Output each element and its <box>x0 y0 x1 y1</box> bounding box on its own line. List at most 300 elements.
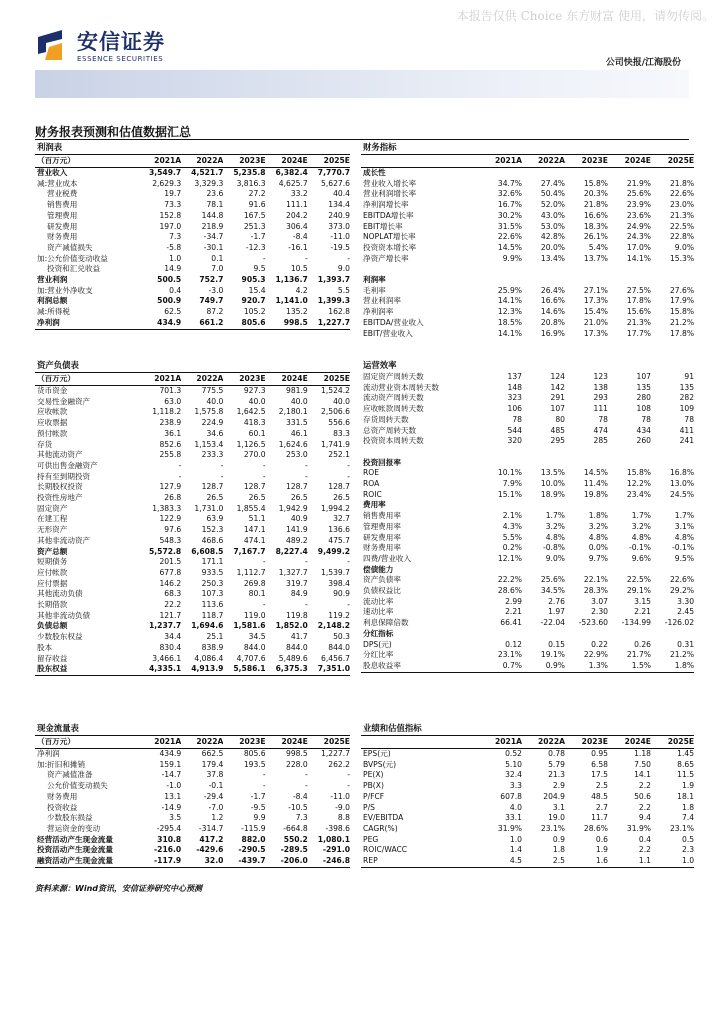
cell-value: 5.4% <box>588 242 608 252</box>
cell-value: 4,521.7 <box>191 168 224 177</box>
cell-value: 251.3 <box>243 221 266 231</box>
row-label: 流动资产周转天数 <box>363 393 424 403</box>
row-label: 营业利润 <box>37 275 68 285</box>
table-row <box>35 579 350 590</box>
section-title: 利润表 <box>37 142 63 152</box>
row-label: 股息收益率 <box>361 661 479 672</box>
cell-value: 9.9% <box>502 253 522 263</box>
mid-left-table <box>35 359 350 676</box>
row-label: 四费/营业收入 <box>363 553 412 563</box>
cell-value: 204.2 <box>286 210 308 220</box>
cell-value <box>479 458 522 469</box>
cell-value: 0.31 <box>677 639 695 649</box>
cell-value: 548.3 <box>159 535 182 545</box>
cell-value: 17.8% <box>626 296 651 306</box>
cell-value: 0.26 <box>634 639 651 649</box>
cell-value: 23.6 <box>206 189 224 199</box>
table-row <box>361 511 694 522</box>
cell-value: 28.6% <box>583 823 608 833</box>
cell-value: 11.5 <box>677 770 695 780</box>
cell-value: 2,180.1 <box>278 407 308 417</box>
cell-value: 18.5% <box>497 317 522 327</box>
cell-value: 3.1% <box>674 521 695 531</box>
row-label: EBITDA增长率 <box>363 210 414 220</box>
cell-value: - <box>347 557 350 567</box>
cell-value: 1,118.2 <box>152 407 182 417</box>
cell-value <box>223 329 265 340</box>
row-label: 营业利润增长率 <box>363 189 417 199</box>
cell-value: - <box>305 253 308 263</box>
table-row <box>35 504 350 515</box>
cell-value <box>479 629 522 640</box>
cell-value: 9.0% <box>545 553 565 563</box>
row-label: 费用率 <box>363 500 386 510</box>
row-label: 销售费用 <box>47 200 78 210</box>
cell-value: 0.5 <box>681 834 695 844</box>
cell-value: 50.4% <box>540 189 565 199</box>
cell-value: - <box>262 460 266 470</box>
cell-value: 27.1% <box>583 285 608 295</box>
cell-value <box>565 500 608 511</box>
cell-value: 3.3 <box>509 781 522 791</box>
table-row <box>361 661 694 672</box>
cell-value: 291 <box>550 393 565 403</box>
cell-value: 852.6 <box>159 439 182 449</box>
row-label: 管理费用 <box>47 210 78 220</box>
cell-value: 62.5 <box>164 307 182 317</box>
cell-value: 21.2% <box>669 650 695 660</box>
header-band <box>35 70 689 98</box>
cell-value: 7.3 <box>295 813 308 823</box>
cell-value: 118.7 <box>201 610 224 620</box>
year-header: 2025E <box>308 736 350 749</box>
cell-value: 2.5 <box>522 856 565 867</box>
cell-value: 146.2 <box>159 578 182 588</box>
cell-value: 1.6 <box>565 856 608 867</box>
table-row <box>35 275 350 286</box>
cell-value: 844.0 <box>243 642 266 652</box>
cell-value: 134.4 <box>328 200 350 210</box>
cell-value <box>139 329 181 340</box>
cell-value: - <box>347 770 350 780</box>
cell-value <box>308 329 350 340</box>
source-note: 资料来源：Wind资讯，安信证券研究中心预测 <box>35 884 202 893</box>
cell-value: 411 <box>679 425 695 435</box>
cell-value: 1,227.7 <box>321 749 350 758</box>
cell-value: 46.1 <box>290 428 308 438</box>
cell-value: - <box>262 557 266 567</box>
row-label: 总资产周转天数 <box>363 425 417 435</box>
cell-value: 1.8% <box>651 661 694 672</box>
cell-value: 10.5 <box>290 264 308 274</box>
cell-value: 927.3 <box>243 386 266 395</box>
cell-value: 26.5 <box>248 493 266 503</box>
cell-value: 2.76 <box>548 596 565 606</box>
cell-value <box>608 458 651 469</box>
cell-value: 280 <box>636 393 651 403</box>
row-label: EBITDA/营业收入 <box>363 317 424 327</box>
cell-value <box>479 565 522 576</box>
table-row <box>35 611 350 622</box>
cell-value: 15.8% <box>626 468 651 478</box>
table-row <box>361 650 694 661</box>
cell-value: 80.1 <box>248 589 266 599</box>
table-row <box>35 386 350 397</box>
cell-value: 295 <box>550 436 565 446</box>
year-header: 2024E <box>266 155 308 168</box>
cell-value: 148 <box>507 382 522 392</box>
cell-value <box>651 565 694 576</box>
cell-value: 78 <box>684 414 695 424</box>
table-row <box>361 760 694 771</box>
cell-value <box>651 500 694 511</box>
cell-value: 111 <box>593 404 608 414</box>
cell-value: -1.0 <box>166 781 182 791</box>
row-label: 营业收入增长率 <box>363 178 417 188</box>
row-label: PEG <box>363 834 379 844</box>
cell-value: 78 <box>641 414 651 424</box>
cell-value: 805.6 <box>223 318 265 329</box>
row-label: 应收票据 <box>37 418 68 428</box>
cell-value: 42.8% <box>540 232 565 242</box>
cell-value <box>608 264 651 275</box>
cell-value: 240.9 <box>328 210 350 220</box>
cell-value <box>565 275 608 286</box>
cell-value: 33.1 <box>505 813 522 823</box>
cell-value: -1.7 <box>250 791 266 801</box>
cell-value: -30.1 <box>203 242 224 252</box>
cell-value: 1,227.7 <box>308 318 350 329</box>
cell-value: 1,383.3 <box>152 503 182 513</box>
cell-value: 6,375.3 <box>266 664 308 675</box>
section-title: 业绩和估值指标 <box>363 723 422 733</box>
row-label: ROIC/WACC <box>363 845 408 855</box>
cell-value: 417.2 <box>199 834 224 844</box>
row-label: 净利润 <box>35 318 139 329</box>
table-row <box>35 286 350 297</box>
cell-value: 7,770.7 <box>317 168 350 177</box>
year-header: 2023E <box>223 155 265 168</box>
cell-value: 24.5% <box>669 489 695 499</box>
cell-value: 12.1% <box>497 553 522 563</box>
cell-value: 135.2 <box>286 307 308 317</box>
year-header: 2021A <box>139 736 181 749</box>
cell-value: - <box>262 781 266 791</box>
cell-value: 21.3% <box>669 210 695 220</box>
cell-value: 1.8 <box>681 802 695 812</box>
cell-value: 14.5% <box>497 242 522 252</box>
cell-value: 15.8% <box>583 178 608 188</box>
cell-value: 32.0 <box>181 856 223 867</box>
cell-value: 18.3% <box>583 221 608 231</box>
cell-value: 1,112.7 <box>236 567 266 577</box>
cell-value: 844.0 <box>286 642 308 652</box>
row-label: 营业税费 <box>47 189 78 199</box>
cell-value: 7,167.7 <box>233 546 266 556</box>
cell-value: 32.6% <box>497 189 522 199</box>
cell-value <box>565 565 608 576</box>
cell-value: 108 <box>636 404 651 414</box>
cell-value: 3.30 <box>677 596 695 606</box>
table-row <box>35 429 350 440</box>
cell-value: 26.4% <box>540 285 565 295</box>
cell-value: 23.1% <box>669 823 695 833</box>
row-label: 分红比率 <box>363 650 394 660</box>
cell-value: 26.5 <box>333 493 350 503</box>
year-header: 2025E <box>651 736 694 749</box>
cell-value: 5.5 <box>337 285 350 295</box>
table-row <box>361 179 694 190</box>
cell-value: 17.8% <box>669 328 695 338</box>
cell-value: 52.0% <box>540 200 565 210</box>
cell-value: - <box>262 770 266 780</box>
cell-value: 830.4 <box>159 642 182 652</box>
cell-value <box>522 629 565 640</box>
row-label: 应付帐款 <box>37 567 68 577</box>
cell-value: 162.8 <box>328 307 350 317</box>
cell-value: -16.1 <box>288 242 308 252</box>
cell-value <box>522 447 565 458</box>
row-label: 少数股东损益 <box>47 813 93 823</box>
cell-value: 805.6 <box>243 749 266 758</box>
row-label: CAGR(%) <box>363 823 398 833</box>
cell-value: 474.1 <box>243 535 266 545</box>
row-label <box>361 447 479 458</box>
row-label: 公允价值变动损失 <box>47 781 108 791</box>
cell-value: 107 <box>550 404 565 414</box>
row-label: 流动营业资本周转天数 <box>363 382 439 392</box>
cell-value: 193.5 <box>243 759 266 769</box>
cell-value: 905.3 <box>241 275 266 285</box>
table-row <box>35 824 350 835</box>
table-row <box>361 845 694 856</box>
cell-value: 17.7% <box>626 328 651 338</box>
cell-value: 1.7% <box>545 511 565 521</box>
row-label: 营业利润率 <box>363 296 401 306</box>
cell-value <box>608 275 651 286</box>
cell-value: 1.0 <box>509 834 522 844</box>
row-label: NOPLAT增长率 <box>363 232 416 242</box>
cell-value: 21.3% <box>626 317 651 327</box>
cell-value: 1,237.7 <box>149 621 182 631</box>
cell-value: -206.0 <box>266 856 308 867</box>
cell-value: 1.2 <box>211 813 224 823</box>
row-label: 存货周转天数 <box>363 414 409 424</box>
cell-value: 4.8% <box>674 532 695 542</box>
cell-value: - <box>262 471 266 481</box>
row-label: 净利润 <box>37 749 60 758</box>
cell-value: 34.7% <box>497 178 522 188</box>
cell-value <box>608 565 651 576</box>
section-title: 财务指标 <box>363 142 397 152</box>
row-label: 减:营业成本 <box>37 178 78 188</box>
cell-value: 19.7 <box>164 189 182 199</box>
cell-value: 159.1 <box>159 759 182 769</box>
row-label: 利息保障倍数 <box>363 618 409 628</box>
cell-value: -314.7 <box>198 823 224 833</box>
cell-value: 128.7 <box>243 482 266 492</box>
row-label <box>361 264 479 275</box>
cell-value: 10.1% <box>497 468 522 478</box>
cell-value: 66.41 <box>500 618 522 628</box>
table-row <box>361 533 694 544</box>
row-label: 少数股东权益 <box>37 632 83 642</box>
table-row <box>35 232 350 243</box>
cell-value: 142 <box>550 382 565 392</box>
row-label: 净利润率 <box>363 307 394 317</box>
cell-value: 13.7% <box>583 253 608 263</box>
row-label: 预付帐款 <box>37 428 68 438</box>
table-row <box>35 211 350 222</box>
cell-value: 26.5 <box>290 493 308 503</box>
cell-value: 701.3 <box>159 386 182 395</box>
cell-value: 844.0 <box>328 642 350 652</box>
row-label: PB(X) <box>363 781 384 791</box>
cell-value: -10.5 <box>288 802 308 812</box>
cell-value <box>479 275 522 286</box>
cell-value: -0.1% <box>628 543 651 553</box>
table-row <box>361 522 694 533</box>
cell-value: 78.1 <box>206 200 224 210</box>
cell-value: 306.4 <box>286 221 308 231</box>
table-row <box>361 458 694 469</box>
cell-value: 80 <box>555 414 565 424</box>
table-row <box>35 397 350 408</box>
section-title: 现金流量表 <box>37 723 79 733</box>
mid-right-table <box>361 359 694 673</box>
row-label: 其他流动资产 <box>37 450 83 460</box>
row-label: EBIT/营业收入 <box>363 328 413 338</box>
cell-value: 141.9 <box>286 525 308 535</box>
table-row <box>35 589 350 600</box>
table-row <box>361 447 694 458</box>
cell-value: 63.0 <box>164 396 182 406</box>
cell-value: 11.7 <box>591 813 608 823</box>
cell-value: -429.6 <box>196 845 224 855</box>
cell-value: 68.3 <box>164 589 182 599</box>
cell-value: 1,694.6 <box>191 621 224 631</box>
cell-value: 40.0 <box>206 396 224 406</box>
cell-value: 1,624.6 <box>278 439 308 449</box>
row-label: 资产减值损失 <box>47 242 93 252</box>
cell-value: 0.9% <box>522 661 565 672</box>
cell-value: 121.7 <box>159 610 182 620</box>
cell-value <box>651 168 694 179</box>
cell-value: 84.9 <box>290 589 308 599</box>
table-row <box>35 813 350 824</box>
year-header: 2022A <box>181 373 223 386</box>
table-row <box>361 329 694 340</box>
cell-value: 83.3 <box>333 428 350 438</box>
cell-value: 20.0% <box>540 242 565 252</box>
cell-value: 22.6% <box>669 189 695 199</box>
row-label <box>35 329 139 340</box>
row-label: REP <box>361 856 479 867</box>
cell-value: -295.4 <box>156 823 182 833</box>
row-label: 偿债能力 <box>363 564 394 574</box>
cell-value: -0.1% <box>672 543 695 553</box>
cell-value: 9.9 <box>253 813 266 823</box>
cell-value: 109 <box>679 404 695 414</box>
cell-value: 5.5% <box>502 532 522 542</box>
cell-value: 26.8 <box>164 493 182 503</box>
cell-value: 255.8 <box>159 450 182 460</box>
cell-value: 1.8% <box>588 511 608 521</box>
cell-value: 1,393.7 <box>317 275 350 285</box>
cell-value: 3.07 <box>591 596 608 606</box>
cell-value: -12.3 <box>245 242 266 252</box>
row-label: PE(X) <box>363 770 384 780</box>
cell-value: 105.2 <box>243 307 266 317</box>
cell-value: 2.30 <box>591 607 608 617</box>
cell-value: 136.6 <box>328 525 350 535</box>
cell-value: 228.0 <box>286 759 308 769</box>
cell-value: 24.3% <box>626 232 651 242</box>
cell-value: 0.4 <box>638 834 651 844</box>
cell-value: - <box>347 600 350 610</box>
table-row <box>35 329 350 340</box>
cell-value <box>522 264 565 275</box>
cell-value: 20.8% <box>540 317 565 327</box>
cell-value: 16.6% <box>540 296 565 306</box>
row-label: 毛利率 <box>363 285 386 295</box>
cell-value: 40.0 <box>333 396 350 406</box>
year-header: 2022A <box>522 736 565 749</box>
row-label: 应收帐款 <box>37 407 68 417</box>
cell-value: 1,855.4 <box>236 503 266 513</box>
cell-value: 0.6 <box>595 834 608 844</box>
cell-value <box>651 629 694 640</box>
row-label: ROA <box>363 479 380 489</box>
row-label: 财务费用 <box>47 232 78 242</box>
year-header: 2022A <box>181 736 223 749</box>
cell-value: 1,153.4 <box>194 439 224 449</box>
cell-value: 107 <box>636 372 651 381</box>
row-label: 净利润增长率 <box>363 200 409 210</box>
unit-label <box>361 155 479 168</box>
cell-value: 1.7% <box>631 511 651 521</box>
cell-value: -0.8% <box>542 543 565 553</box>
table-row <box>35 222 350 233</box>
logo-chinese-name: 安信证券 <box>77 30 165 54</box>
table-row <box>361 436 694 447</box>
row-label: 净资产增长率 <box>363 253 409 263</box>
cell-value: 15.8% <box>669 307 695 317</box>
cell-value: 36.1 <box>164 428 182 438</box>
table-row <box>361 770 694 781</box>
cell-value: 128.7 <box>201 482 224 492</box>
table-row <box>35 770 350 781</box>
row-label: 营运资金的变动 <box>47 823 101 833</box>
row-label: 分红指标 <box>363 628 394 638</box>
table-row <box>35 179 350 190</box>
table-row <box>35 407 350 418</box>
cell-value: 137 <box>507 372 522 381</box>
top-right-table <box>361 141 694 339</box>
cell-value: 14.5% <box>583 468 608 478</box>
table-row <box>361 607 694 618</box>
cell-value: 1.3% <box>565 661 608 672</box>
cell-value: 29.2% <box>669 586 695 596</box>
cell-value: 204.9 <box>543 791 565 801</box>
cell-value: 2.21 <box>505 607 522 617</box>
cell-value: 752.7 <box>199 275 224 285</box>
year-header: 2021A <box>139 155 181 168</box>
table-row <box>361 479 694 490</box>
cell-value: 22.1% <box>583 575 608 585</box>
row-label: 资产减值准备 <box>47 770 93 780</box>
cell-value: -290.5 <box>238 845 266 855</box>
